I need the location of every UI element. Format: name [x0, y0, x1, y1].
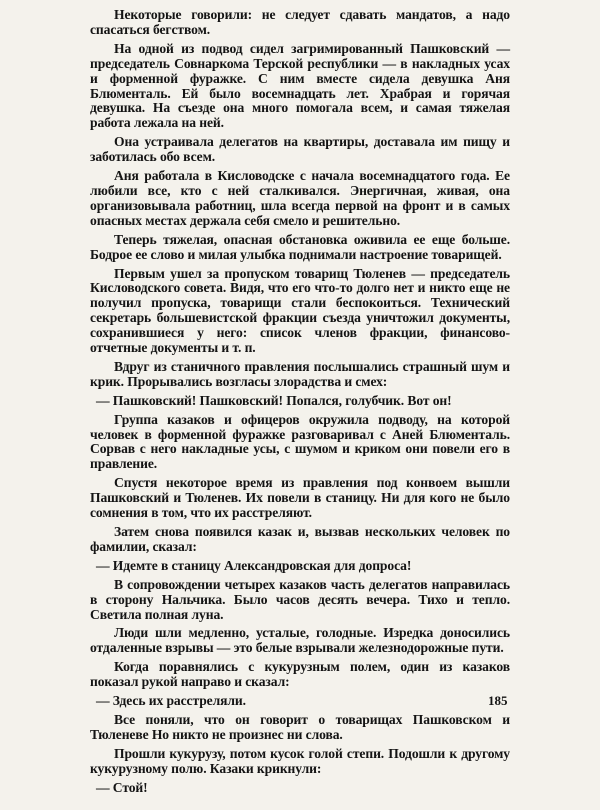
dialog-line: — Стой! [96, 779, 148, 795]
page-text [90, 8, 510, 800]
paragraph: В сопровождении четырех казаков часть делегатов направилась в сторону Нальчика. Было часов десять вечера. Тихо и тепло. Светила полная луна. [90, 576, 510, 622]
paragraph: Некоторые говорили: не следует сдавать мандатов, а надо спасаться бегством. [90, 7, 510, 37]
paragraph: Прошли кукурузу, потом кусок голой степи. Подошли к другому кукурузному полю. Казаки крикнули: [90, 745, 510, 776]
paragraph: Теперь тяжелая, опасная обстановка оживила ее еще больше. Бодрое ее слово и милая улыбка поднимали настроение товарищей. [90, 231, 510, 262]
dialog-line: — Идемте в станицу Александровская для допроса! [96, 557, 412, 573]
paragraph: Аня работала в Кисловодске с начала восемнадцатого года. Ее любили все, кто с ней сталкивался. Энергичная, живая, она организовывала работниц, шла всегда первой на фронт и в самых опасных местах держала себя смело и решительно. [90, 168, 510, 228]
paragraph: Все поняли, что он говорит о товарищах Пашковском и Тюленеве Но никто не произнес ни слова. [90, 711, 510, 742]
paragraph: Группа казаков и офицеров окружила подводу, на которой человек в форменной фуражке разговаривал с Аней Блюменталь. Сорвав с него накладные усы, с шумом и криком они повели его в правление. [90, 411, 510, 472]
paragraph: На одной из подвод сидел загримированный Пашковский — председатель Совнаркома Терской республики — в накладных усах и форменной фуражке. С ним вместе сидела девушка Аня Блюменталь. Ей было восемнадцать лет. Храбрая и горячая девушка. На съезде она много помогала всем, и самая тяжелая работа лежала на ней. [90, 40, 510, 131]
paragraph: Первым ушел за пропуском товарищ Тюленев — председатель Кисловодского совета. Видя, что его что-то долго нет и никто еще не получил пропуска, товарищи стали беспокоиться. Технический секретарь большевистской фракции съезда уничтожил документы, сохранившиеся у него: список членов фракции, финансово-отчетные документы и т. п. [90, 265, 510, 356]
paragraph: Вдруг из станичного правления послышались страшный шум и крик. Прорывались возгласы злорадства и смех: [90, 358, 510, 389]
paragraph: Затем снова появился казак и, вызвав нескольких человек по фамилии, сказал: [90, 524, 510, 554]
paragraph: Она устраивала делегатов на квартиры, доставала им пищу и заботилась обо всем. [90, 134, 510, 165]
dialog-line: — Пашковский! Пашковский! Попался, голубчик. Вот он! [96, 392, 452, 408]
paragraph: Люди шли медленно, усталые, голодные. Изредка доносились отдаленные взрывы — это белые взрывали железнодорожные пути. [90, 625, 510, 656]
paragraph: Когда поравнялись с кукурузным полем, один из казаков показал рукой направо и сказал: [90, 659, 510, 690]
dialog-line: — Здесь их расстреляли. [96, 693, 246, 709]
paragraph: Спустя некоторое время из правления под конвоем вышли Пашковский и Тюленев. Их повели в станицу. Ни для кого не было сомнения в том, что их расстреляют. [90, 475, 510, 521]
page-number: 185 [488, 693, 508, 708]
